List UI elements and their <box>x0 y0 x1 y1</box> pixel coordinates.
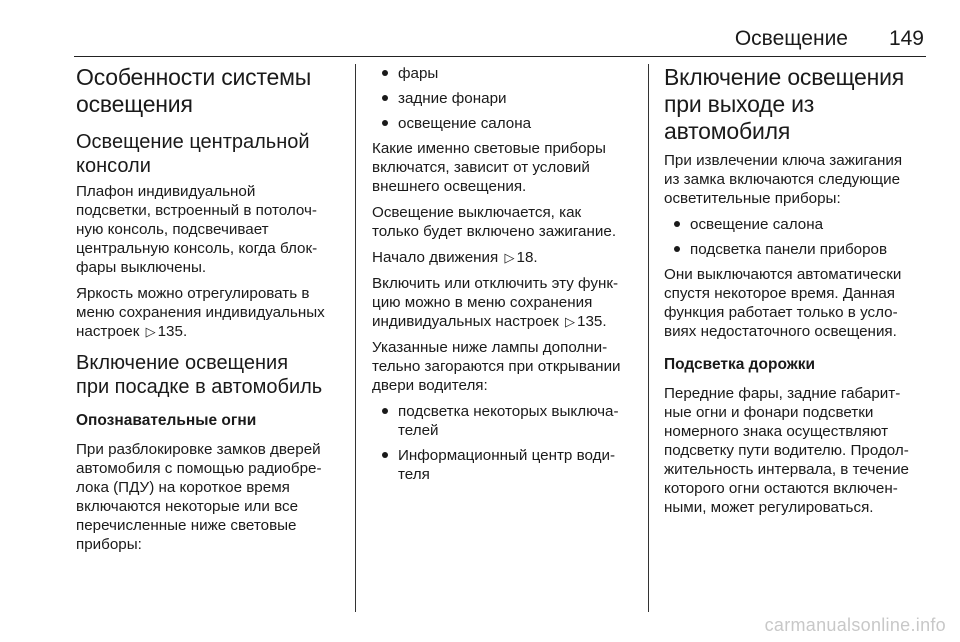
watermark: carmanualsonline.info <box>764 615 946 635</box>
page-reference[interactable]: 135. <box>577 313 607 330</box>
list-item: освещение салона <box>372 114 632 133</box>
section-heading-exit-lighting: Включение освещения при выходе из автомобиля <box>664 64 905 144</box>
paragraph: Указанные ниже лампы дополни- тельно загораются при открывании двери водителя: <box>372 339 621 394</box>
subheading-welcome-lights: Опознавательные огни <box>76 412 257 429</box>
list-item: Информационный центр води- теля <box>372 446 632 484</box>
paragraph: Передние фары, задние габарит- ные огни и фонари подсветки номерного знака осуществляют подсветку пути водителю. Продол- жительность интервала, в течение которого огни остаются включен- ными, может регулироваться. <box>664 385 909 516</box>
column-2 <box>372 64 632 490</box>
page-reference-icon: ▷ <box>504 250 515 265</box>
paragraph: При извлечении ключа зажигания из замка включаются следующие осветительные приборы: <box>664 152 903 207</box>
section-heading-center-console: Освещение центральной консоли <box>76 131 310 177</box>
column-divider-2 <box>648 64 649 612</box>
page-reference-icon: ▷ <box>145 324 156 339</box>
paragraph: Включить или отключить эту функ- цию можно в меню сохранения индивидуальных настроек ▷ 135. <box>372 275 619 330</box>
page-number: 149 <box>888 27 924 50</box>
column-1 <box>76 64 340 561</box>
column-3 <box>664 64 926 524</box>
list-item: фары <box>372 64 632 83</box>
list-item: задние фонари <box>372 89 632 108</box>
paragraph: Начало движения ▷ 18. <box>372 249 538 266</box>
page-header <box>74 22 926 57</box>
header-section-title: Освещение <box>734 27 848 50</box>
paragraph: Яркость можно отрегулировать в меню сохранения индивидуальных настроек ▷ 135. <box>76 285 325 340</box>
paragraph: Освещение выключается, как только будет включено зажигание. <box>372 204 617 240</box>
paragraph: При разблокировке замков дверей автомобиля с помощью радиобре- лока (ПДУ) на короткое время включаются некоторые или все перечисленные ниже световые приборы: <box>76 441 322 553</box>
page-reference[interactable]: 135. <box>157 323 188 340</box>
list-item: подсветка некоторых выключа- телей <box>372 402 632 440</box>
paragraph: Плафон индивидуальной подсветки, встроенный в потолоч- ную консоль, подсвечивает центральную консоль, когда блок- фары выключены. <box>76 183 318 276</box>
chapter-title: Особенности системы освещения <box>76 64 312 117</box>
bullet-list <box>372 402 632 484</box>
subheading-path-lighting: Подсветка дорожки <box>664 356 815 373</box>
paragraph: Какие именно световые приборы включатся, зависит от условий внешнего освещения. <box>372 140 606 195</box>
list-item: подсветка панели приборов <box>664 240 926 259</box>
bullet-list <box>372 64 632 133</box>
bullet-list <box>664 215 926 259</box>
column-divider-1 <box>355 64 356 612</box>
section-heading-entry-lighting: Включение освещения при посадке в автомобиль <box>76 352 323 398</box>
list-item: освещение салона <box>664 215 926 234</box>
page-reference[interactable]: 18. <box>516 249 538 266</box>
paragraph: Они выключаются автоматически спустя некоторое время. Данная функция работает только в усло- виях недостаточного освещения. <box>664 266 902 340</box>
page-reference-icon: ▷ <box>565 314 575 329</box>
